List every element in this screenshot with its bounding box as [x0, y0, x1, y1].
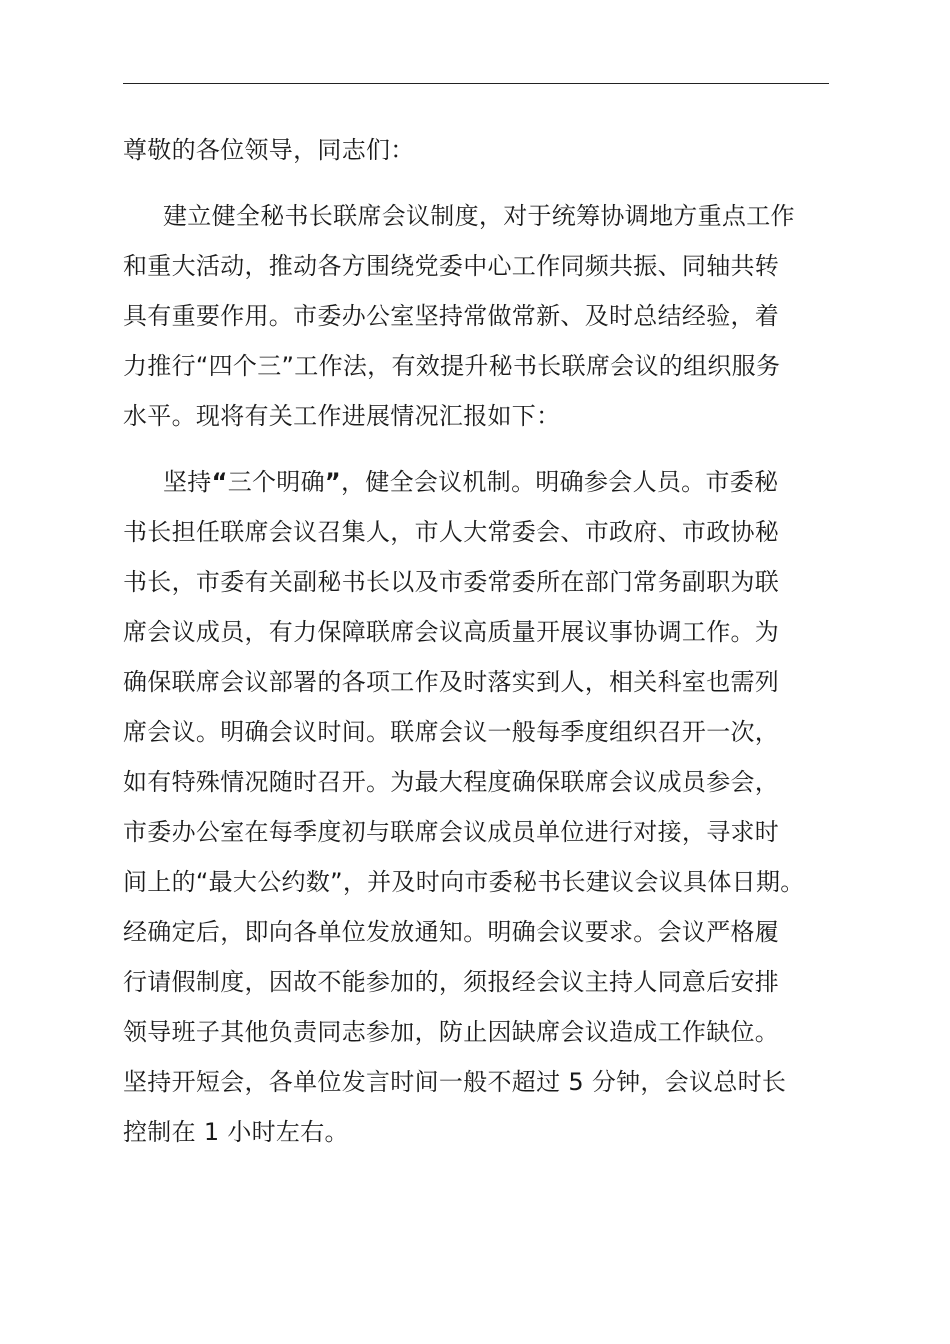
paragraph-2-line-13: 坚持开短会，各单位发言时间一般不超过 5 分钟，会议总时长 [123, 1068, 787, 1096]
paragraph-2-line-10: 经确定后，即向各单位发放通知。明确会议要求。会议严格履 [123, 918, 780, 946]
paragraph-2-line-5: 确保联席会议部署的各项工作及时落实到人，相关科室也需列 [123, 668, 780, 696]
paragraph-2-line-3: 书长，市委有关副秘书长以及市委常委所在部门常务副职为联 [123, 568, 780, 596]
paragraph-2-line-7: 如有特殊情况随时召开。为最大程度确保联席会议成员参会， [123, 768, 780, 796]
greeting: 尊敬的各位领导，同志们： [123, 136, 415, 164]
paragraph-2-line-12: 领导班子其他负责同志参加，防止因缺席会议造成工作缺位。 [123, 1018, 780, 1046]
paragraph-1-line-4: 力推行“四个三”工作法，有效提升秘书长联席会议的组织服务 [123, 352, 781, 380]
paragraph-2-line-9: 间上的“最大公约数”，并及时向市委秘书长建议会议具体日期。 [123, 868, 805, 896]
paragraph-2-lead-line [163, 465, 778, 499]
paragraph-2-quote-open: “ [211, 468, 228, 496]
paragraph-2-line-11: 行请假制度，因故不能参加的，须报经会议主持人同意后安排 [123, 968, 780, 996]
paragraph-1-line-2: 和重大活动，推动各方围绕党委中心工作同频共振、同轴共转 [123, 252, 780, 280]
paragraph-2-line-4: 席会议成员，有力保障联席会议高质量开展议事协调工作。为 [123, 618, 780, 646]
paragraph-2-line-8: 市委办公室在每季度初与联席会议成员单位进行对接，寻求时 [123, 818, 780, 846]
paragraph-2-lead-mid: 三个明确 [227, 468, 325, 496]
paragraph-2-quote-close: ” [324, 468, 341, 496]
paragraph-1-line-5: 水平。现将有关工作进展情况汇报如下： [123, 402, 561, 430]
paragraph-2-lead-post: ，健全会议机制。明确参会人员。市委秘 [340, 468, 779, 496]
paragraph-1-line-3: 具有重要作用。市委办公室坚持常做常新、及时总结经验，着 [123, 302, 780, 330]
paragraph-1-line-1: 建立健全秘书长联席会议制度，对于统筹协调地方重点工作 [163, 202, 795, 230]
paragraph-2-lead-pre: 坚持 [163, 468, 212, 496]
paragraph-2-line-2: 书长担任联席会议召集人，市人大常委会、市政府、市政协秘 [123, 518, 780, 546]
paragraph-2-line-14: 控制在 1 小时左右。 [123, 1118, 349, 1146]
paragraph-2-line-6: 席会议。明确会议时间。联席会议一般每季度组织召开一次， [123, 718, 780, 746]
header-rule [123, 83, 829, 84]
